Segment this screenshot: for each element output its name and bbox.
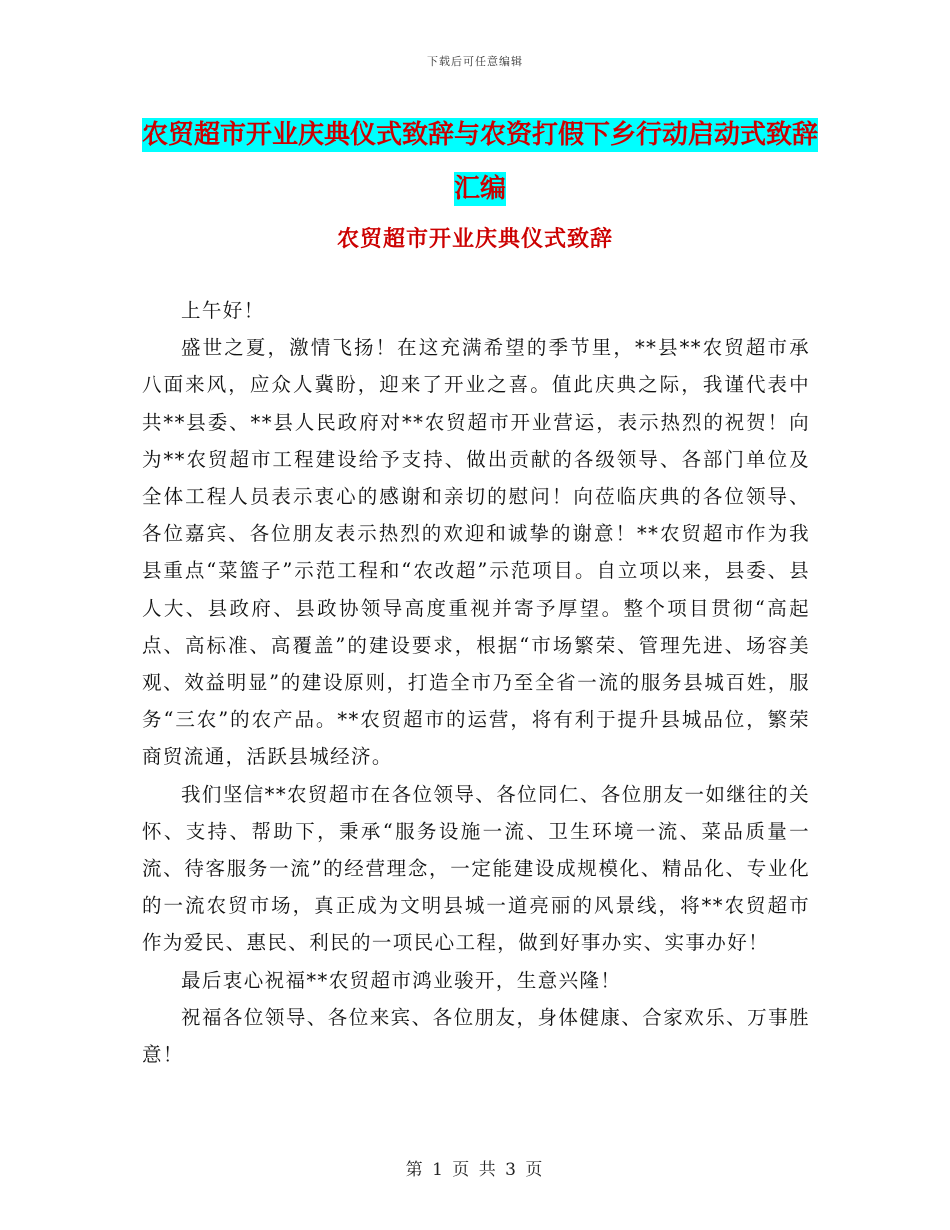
header-note: 下载后可任意编辑 bbox=[427, 55, 523, 68]
page-number-footer: 第 1 页 共 3 页 bbox=[405, 1160, 545, 1180]
document-title bbox=[140, 108, 820, 216]
document-body bbox=[142, 292, 810, 1073]
paragraph-wish: 最后衷心祝福**农贸超市鸿业骏开，生意兴隆！ bbox=[181, 968, 622, 992]
document-title-text: 农贸超市开业庆典仪式致辞与农资打假下乡行动启动式致辞汇编 bbox=[141, 120, 818, 204]
paragraph-greeting: 上午好！ bbox=[181, 299, 265, 322]
paragraph-blessing: 祝福各位领导、各位来宾、各位朋友，身体健康、合家欢乐、万事胜意！ bbox=[142, 1005, 810, 1067]
section-title: 农贸超市开业庆典仪式致辞 bbox=[336, 226, 613, 252]
paragraph-main: 盛世之夏，激情飞扬！在这充满希望的季节里，**县**农贸超市承八面来风，应众人冀盼，迎来了开业之喜。值此庆典之际，我谨代表中共**县委、**县人民政府对**农贸超市开业营运，表示热烈的祝贺！向为**农贸超市工程建设给予支持、做出贡献的各级领导、各部门单位及全体工程人员表示衷心的感谢和亲切的慰问！向莅临庆典的各位领导、各位嘉宾、各位朋友表示热烈的欢迎和诚挚的谢意！**农贸超市作为我县重点“菜篮子”示范工程和“农改超”示范项目。自立项以来，县委、县人大、县政府、县政协领导高度重视并寄予厚望。整个项目贯彻“高起点、高标准、高覆盖”的建设要求，根据“市场繁荣、管理先进、场容美观、效益明显”的建设原则，打造全市乃至全省一流的服务县城百姓，服务“三农”的农产品。**农贸超市的运营，将有利于提升县城品位，繁荣商贸流通，活跃县城经济。 bbox=[142, 336, 810, 769]
paragraph-belief: 我们坚信**农贸超市在各位领导、各位同仁、各位朋友一如继往的关怀、支持、帮助下，秉承“服务设施一流、卫生环境一流、菜品质量一流、待客服务一流”的经营理念，一定能建设成规模化、精品化、专业化的一流农贸市场，真正成为文明县城一道亮丽的风景线，将**农贸超市作为爱民、惠民、利民的一项民心工程，做到好事办实、实事办好！ bbox=[142, 782, 810, 955]
